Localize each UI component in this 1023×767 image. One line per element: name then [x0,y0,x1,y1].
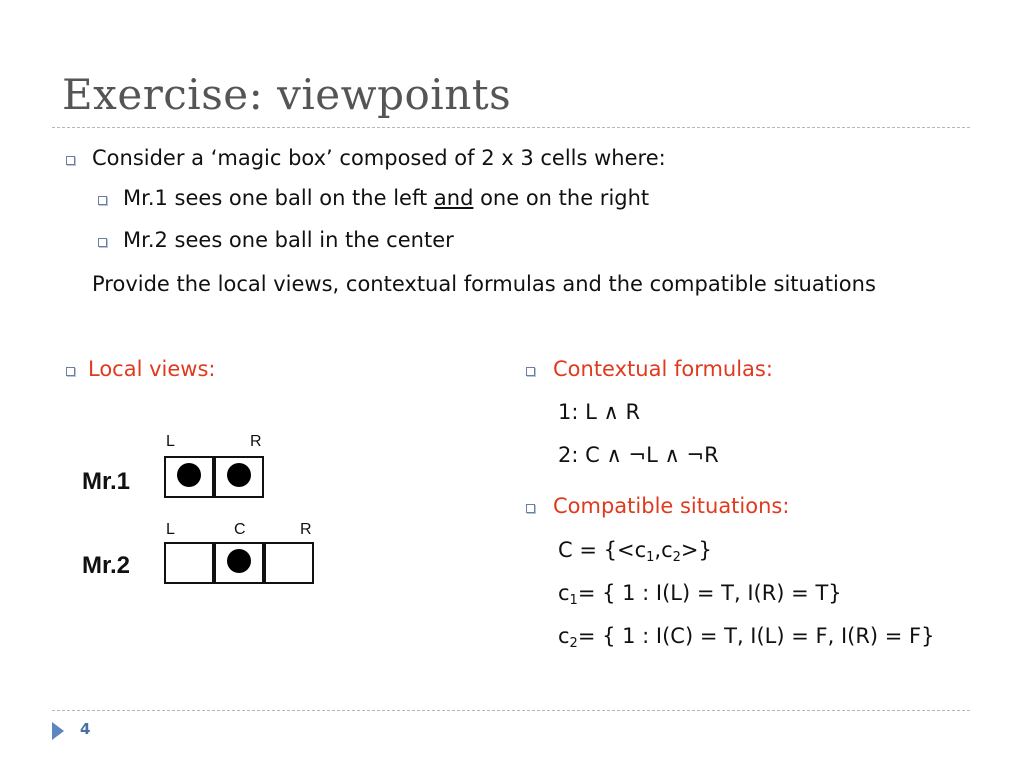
mr1-local-view [164,456,268,500]
formula-mr1: 1: L ∧ R [558,400,641,424]
situation-set-end: >} [680,538,712,562]
mr1-label-left: L [166,433,175,450]
mr2-label-left: L [166,521,175,538]
situation-c1-symbol: c [558,581,570,605]
footer-divider [52,710,970,711]
task-description: Provide the local views, contextual formulas and the compatible situations [92,272,876,296]
bullet-icon [526,504,535,513]
mr1-cell-left [164,456,214,498]
title-divider [52,127,970,128]
bullet-icon [66,156,75,165]
ball-icon [227,463,251,487]
bullet-icon [98,196,107,205]
situation-set-mid: ,c [654,538,673,562]
situation-c2-sub: 2 [569,636,578,651]
mr2-name: Mr.2 [82,552,131,579]
situation-c2-body: = { 1 : I(C) = T, I(L) = F, I(R) = F} [577,624,935,648]
situation-set-sub2: 2 [672,550,681,565]
mr1-cell-right [214,456,264,498]
mr1-label-right: R [250,433,262,450]
ball-icon [177,463,201,487]
situation-c2-symbol: c [558,624,570,648]
ball-icon [227,549,251,573]
situation-c1-sub: 1 [569,593,578,608]
situation-set-start: C = {<c [558,538,647,562]
mr1-desc-end: one on the right [473,186,650,210]
situation-set [558,538,712,565]
mr2-cell-left [164,542,214,584]
mr1-desc-start: Mr.1 sees one ball on the left [123,186,434,210]
page-number: 4 [80,720,91,738]
mr2-label-center: C [234,521,246,538]
slide-title: Exercise: viewpoints [62,70,512,119]
mr2-cell-center [214,542,264,584]
compatible-situations-heading: Compatible situations: [553,494,790,518]
situation-set-sub1: 1 [646,550,655,565]
situation-c2 [558,624,935,651]
mr1-description [123,186,649,210]
intro-line: Consider a ‘magic box’ composed of 2 x 3 cells where: [92,146,666,170]
mr1-desc-and: and [433,186,474,210]
situation-c1 [558,581,842,608]
mr2-label-right: R [300,521,312,538]
mr2-description: Mr.2 sees one ball in the center [123,228,454,252]
mr1-name: Mr.1 [82,468,131,495]
formula-mr2: 2: C ∧ ¬L ∧ ¬R [558,443,719,467]
bullet-icon [66,367,75,376]
bullet-icon [526,367,535,376]
mr2-cell-right [264,542,314,584]
situation-c1-body: = { 1 : I(L) = T, I(R) = T} [577,581,842,605]
contextual-formulas-heading: Contextual formulas: [553,357,773,381]
local-views-heading: Local views: [88,357,216,381]
mr2-local-view [164,542,318,586]
play-triangle-icon [52,722,64,740]
bullet-icon [98,238,107,247]
